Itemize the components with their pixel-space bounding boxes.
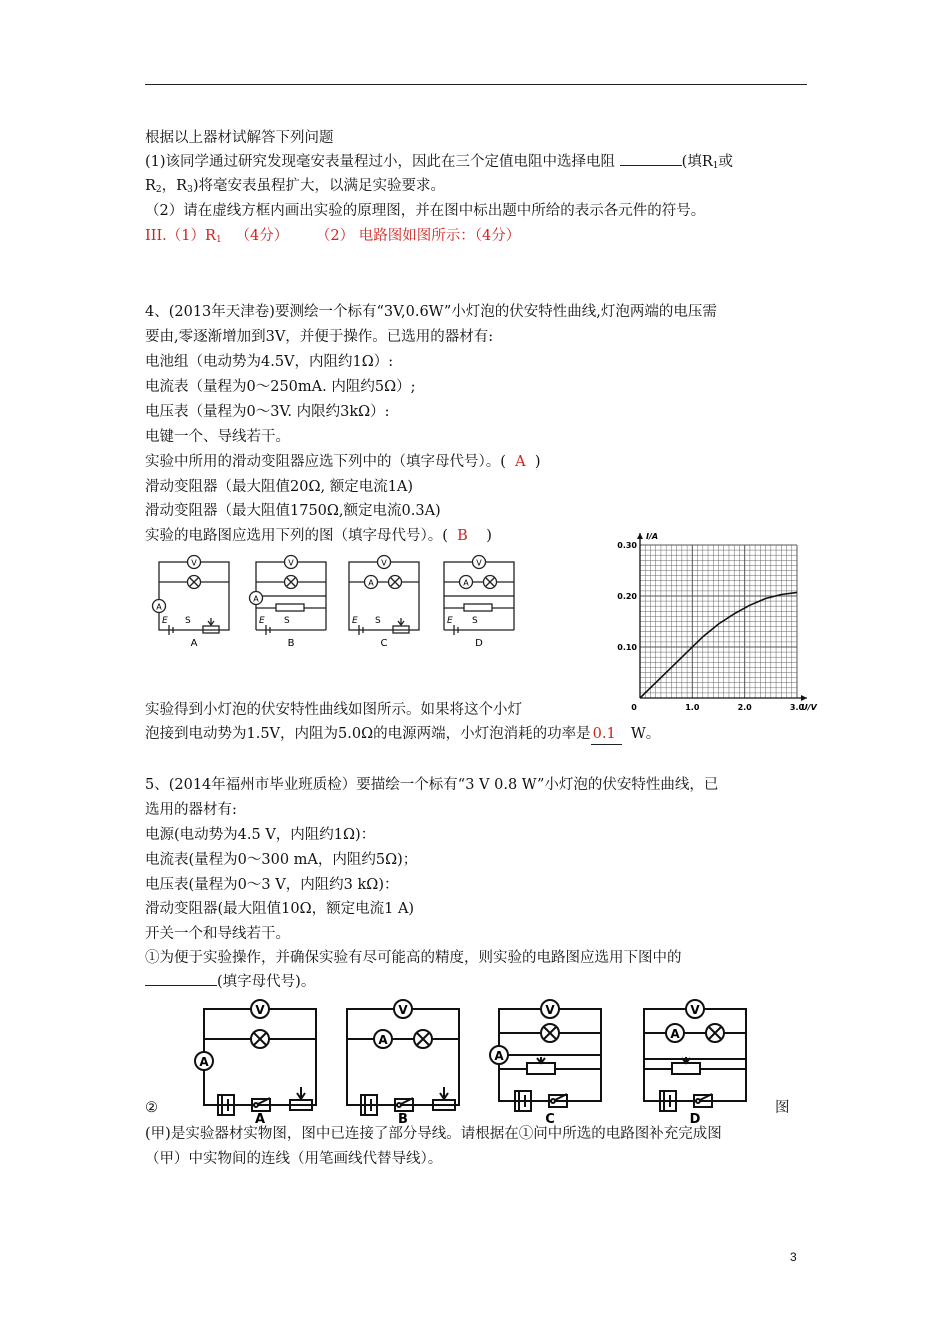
answer-power: 0.1 [591,724,622,745]
svg-text:V: V [381,558,387,568]
x-axis-arrow [801,695,807,701]
svg-text:V: V [255,1003,265,1017]
svg-text:D: D [689,1112,701,1127]
q5-ammeter: 电流表(量程为0～300 mA，内阻约5Ω)； [145,852,418,868]
svg-text:E: E [259,616,265,626]
y-tick-label: 0.10 [617,643,637,652]
q4-rheostat-b: 滑动变阻器（最大阻值1750Ω,额定电流0.3A) [145,503,441,519]
svg-text:S: S [375,616,381,626]
x-tick-label: 1.0 [685,703,700,712]
page-number: 3 [790,1250,797,1264]
svg-text:V: V [690,1003,700,1017]
svg-text:S: S [472,616,478,626]
q3-answer: $III.(1)R_1$ （4分） （2） 电路图如图所示：（4分） [145,228,521,245]
q4-line2: 要由,零逐渐增加到3V，并便于操作。已选用的器材有: [145,329,494,345]
q5-line1: 5、(2014年福州市毕业班质检）要描绘一个标有“3 V 0.8 W”小灯泡的伏安特性曲线，已 [145,777,719,793]
y-axis-label: I/A [646,532,659,541]
q4-line12: 泡接到电动势为1.5V，内阻为5.0Ω的电源两端，小灯泡消耗的功率是 0.1 W。 [145,724,660,745]
svg-text:E: E [162,616,168,626]
svg-text:E: E [447,616,453,626]
answer-blank [145,985,217,986]
q4-voltmeter: 电压表（量程为0～3V. 内限约3kΩ）: [145,404,390,420]
svg-text:V: V [191,558,197,568]
svg-text:B: B [287,638,295,649]
q4-line11: 实验得到小灯泡的伏安特性曲线如图所示。如果将这个小灯 [145,702,522,718]
q4-rheostat-question: 实验中所用的滑动变阻器应选下列中的（填字母代号）。( A ) [145,454,541,470]
answer-blank [620,165,682,166]
q5-part1: ①为便于实验操作，并确保实验有尽可能高的精度，则实验的电路图应选用下图中的 [145,950,682,966]
q3-part2: （2）请在虚线方框内画出实验的原理图，并在图中标出题中所给的表示各元件的符号。 [145,203,706,219]
q5-part2-line1: (甲)是实验器材实物图，图中已连接了部分导线。请根据在①问中所选的电路图补充完成图 [145,1126,722,1142]
svg-text:V: V [398,1003,408,1017]
q5-figure-word: 图 [775,1100,790,1116]
svg-text:A: A [670,1027,680,1041]
q4-switch: 电键一个、导线若干。 [145,429,290,445]
svg-text:C: C [545,1112,555,1127]
q5-source: 电源(电动势为4.5 V，内阻约1Ω)： [145,827,376,843]
svg-text:A: A [463,578,469,588]
svg-text:A: A [368,578,374,588]
q4-circuit-diagrams [145,548,515,653]
q3-part1-line1: (1)该同学通过研究发现毫安表量程过小，因此在三个定值电阻中选择电阻 (填$R_1$或 [145,154,733,171]
svg-text:V: V [476,558,482,568]
svg-text:E: E [352,616,358,626]
q5-voltmeter: 电压表(量程为0～3 V，内阻约3 kΩ)： [145,877,399,893]
svg-text:A: A [254,1112,266,1127]
q5-circuit-c [490,1000,601,1127]
svg-text:A: A [190,638,198,649]
q4-circuit-b [250,556,327,650]
y-tick-label: 0.30 [617,541,637,550]
svg-text:D: D [475,638,483,649]
svg-text:A: A [199,1055,209,1069]
q4-rheostat-a: 滑动变阻器（最大阻值20Ω, 额定电流1A) [145,479,414,495]
q5-part1-blank-line: (填字母代号)。 [145,972,315,992]
x-tick-label: 3.0 [789,703,805,712]
q5-switch: 开关一个和导线若干。 [145,926,290,942]
q4-circuit-a [153,556,230,650]
x-tick-label: 2.0 [737,703,752,712]
svg-text:B: B [398,1112,408,1127]
q4-ammeter: 电流表（量程为0～250mA. 内阻约5Ω）; [145,379,416,395]
q3-part1-line2: $R_2$，$R_3$)将毫安表虽程扩大，以满足实验要求。 [145,178,445,195]
svg-text:V: V [545,1003,555,1017]
x-tick-label: 0 [631,703,637,712]
q5-rheostat: 滑动变阻器(最大阻值10Ω，额定电流1 A) [145,901,415,917]
q5-line2: 选用的器材有: [145,802,237,818]
svg-text:S: S [284,616,290,626]
q5-circuit-d [644,1000,746,1127]
q5-circuit-a [195,1000,316,1127]
q5-circuit-diagrams [190,995,790,1125]
header-rule [145,84,807,85]
q4-circuit-question: 实验的电路图应选用下列的图（填字母代号）。( B ) [145,528,492,544]
svg-text:A: A [253,594,259,604]
q5-part2-marker: ② [145,1100,158,1116]
svg-text:A: A [494,1049,504,1063]
iu-characteristic-chart [600,523,815,723]
svg-text:A: A [156,602,162,612]
svg-text:V: V [288,558,294,568]
y-axis-arrow [637,533,643,539]
q5-circuit-b [347,1000,459,1127]
y-tick-label: 0.20 [617,592,637,601]
q4-battery: 电池组（电动势为4.5V，内阻约1Ω）: [145,354,394,370]
svg-text:S: S [185,616,191,626]
svg-text:A: A [378,1033,388,1047]
svg-text:C: C [380,638,388,649]
q3-intro: 根据以上器材试解答下列问题 [145,130,334,146]
q4-circuit-d [444,556,514,650]
x-axis-label: U/V [801,703,817,712]
q4-circuit-c [349,556,419,650]
q5-part2-line2: （甲）中实物间的连线（用笔画线代替导线）。 [145,1151,443,1167]
q4-line1: 4、(2013年天津卷)要测绘一个标有“3V,0.6W”小灯泡的伏安特性曲线,灯泡两端的电压需 [145,304,717,320]
